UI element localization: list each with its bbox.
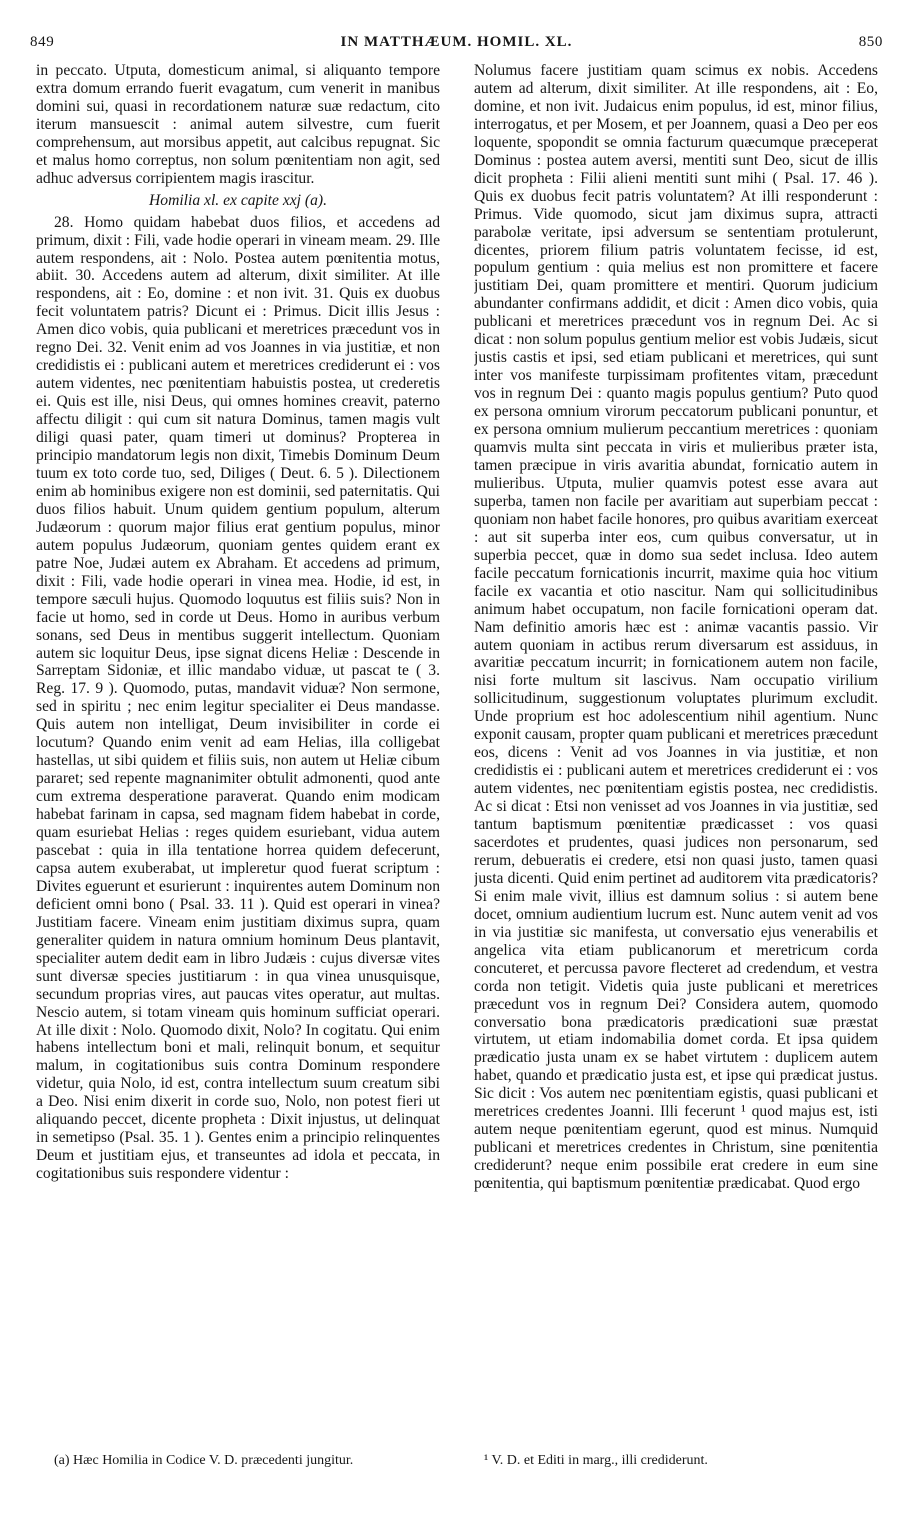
footnote-right: ¹ V. D. et Editi in marg., illi crediderunt. [484, 1453, 708, 1468]
footnote-left: (a) Hæc Homilia in Codice V. D. præcedenti jungitur. [54, 1453, 354, 1468]
homily-heading: Homilia xl. ex capite xxj (a). [149, 191, 327, 209]
column-divider [456, 60, 457, 1450]
running-header [30, 34, 883, 60]
right-text-column [474, 62, 878, 1446]
page-number-right: 850 [858, 34, 883, 50]
running-title: IN MATTHÆUM. HOMIL. XL. [340, 34, 573, 50]
left-text-column [36, 62, 440, 1446]
paragraph-homily-text: 28. Homo quidam habebat duos filios, et accedens ad primum, dixit : Fili, vade hodie operari in vineam meam. 29. Ille autem respondens, ait : Nolo. Postea autem pœnitentia motus, abiit. 30. Accedens autem ad alterum, dixit similiter. At ille respondens, ait : Eo, domine : et non ivit. 31. Quis ex duobus fecit voluntatem patris? Dicunt ei : Primus. Dicit illis Jesus : Amen dico vobis, quia publicani et meretrices præcedunt vos in regno Dei. 32. Venit enim ad vos Joannes in via justitiæ, et non credidistis ei : publicani autem et meretrices crediderunt ei : vos autem videntes, nec pœnitentiam habuistis postea, ut crederetis ei. Quis est ille, nisi Deus, qui omnes homines creavit, paterno affectu diligit : qui cum sit natura Dominus, tamen magis vult diligi quasi pater, quam timeri ut dominus? Propterea in principio mandatorum legis non dixit, Timebis Dominum Deum tuum ex toto corde tuo, sed, Diliges ( Deut. 6. 5 ). Dilectionem enim ab hominibus exigere non est dominii, sed paternitatis. Qui duos filios habuit. Unum quidem gentium populum, alterum Judæorum : quorum major filius erat gentium populus, minor autem populus Judæorum, quoniam gentes quidem erant ex patre Noe, Judæi autem ex Abraham. Et accedens ad primum, dixit : Fili, vade hodie operari in vinea mea. Hodie, id est, in tempore sæculi hujus. Quomodo loquutus est filiis suis? Non in facie ut homo, sed in corde ut Deus. Homo in auribus verbum sonans, sed Deus in mentibus suggerit intellectum. Quoniam autem sic loquitur Deus, ipse signat dicens Heliæ : Descende in Sarreptam Sidoniæ, et illic mandabo viduæ, ut pascat te ( 3. Reg. 17. 9 ). Quomodo, putas, mandavit viduæ? Non sermone, sed in spiritu ; nec enim legitur specialiter ei Deus mandasse. Quis autem non intelligat, Deum invisibiliter in corde ei locutum? Quando enim venit ad eam Helias, illa colligebat hastellas, ut sibi quidem et filiis suis, non autem ut Heliæ cibum pararet; sed repente magnanimiter obtulit admonenti, quod ante cum extrema desperatione paraverat. Quando enim modicam habebat farinam in capsa, sed magnam fidem habebat in corde, quam esuriebat Helias : reges quidem esuriebant, vidua autem pascebat : quia in illa tentatione horrea quidem defecerunt, capsa autem exuberabat, ut impleretur quod fuerat scriptum : Divites eguerunt et esurierunt : inquirentes autem Dominum non deficient omni bono ( Psal. 33. 11 ). Quid est operari in vinea? Justitiam facere. Vineam enim justitiam diximus supra, quam generaliter quidem in natura omnium hominum Deus plantavit, specialiter autem dedit eam in libro Judæis : cujus diversæ vites sunt diversæ species justitiarum : in qua vinea unusquisque, secundum proprias vires, aut paucas vites operatur, aut multas. Nescio autem, si totam vineam quis hominum sufficiat operari. At ille dixit : Nolo. Quomodo dixit, Nolo? In cogitatu. Qui enim habens intellectum boni et mali, relinquit bonum, et sequitur malum, in cogitationibus suis contra Dominum respondere videtur, quia Nolo, id est, contra intellectum suum creatum sibi a Deo. Nisi enim dixerit in corde suo, Nolo, non potest fieri ut aliquando peccet, dicente propheta : Dixit injustus, ut delinquat in semetipso (Psal. 35. 1 ). Gentes enim a principio relinquentes Deum et justitiam ejus, et transeuntes ad idola et peccata, in cogitationibus suis respondere videntur : [36, 213, 440, 1183]
paragraph-continuation: in peccato. Utputa, domesticum animal, si aliquanto tempore extra domum errando fuerit evagatum, cum venerit in manibus domini sui, quasi in recordationem naturæ suæ redactum, cito iterum mansuescit : animal autem silvestre, cum fuerit comprehensum, aut morsibus appetit, aut calcibus repugnat. Sic et malus homo correptus, non solum pœnitentiam non agit, sed adhuc adversus corripientem magis irascitur. [36, 62, 440, 187]
paragraph-right-text: Nolumus facere justitiam quam scimus ex nobis. Accedens autem ad alterum, dixit similiter. At ille respondens, ait : Eo, domine, et non ivit. Judaicus enim populus, id est, minor filius, interrogatus, et per Mosem, et per Joannem, quasi a Deo per eos loquente, spopondit se omnia facturum quæcumque præceperat Dominus : postea autem aversi, mentiti sunt Deo, sicut de illis dicit propheta : Filii alieni mentiti sunt mihi ( Psal. 17. 46 ). Quis ex duobus fecit patris voluntatem? At illi responderunt : Primus. Vide quomodo, sicut jam diximus supra, attracti parabolæ veritate, ipsi adversum se sententiam protulerunt, dicentes, priorem filium patris voluntatem fecisse, id est, populum gentium : quia melius est non promittere et facere justitiam Dei, quam promittere et mentiri. Quorum judicium abundanter confirmans addidit, et dicit : Amen dico vobis, quia publicani et meretrices præcedunt vos in regnum Dei. Ac si dicat : non solum populus gentium melior est vobis Judæis, sicut justis castis et ipsi, sed etiam publicani et meretrices, qui sunt inter vos manifeste turpissimam profitentes vitam, præcedunt vos in regnum Dei : quanto magis populus gentium? Puto quod ex persona omnium virorum peccatorum publicani ponuntur, et ex persona omnium mulierum peccantium meretrices : quoniam quamvis multa sint peccata in viris et mulieribus præter ista, tamen præcipue in viris avaritia abundat, fornicatio autem in mulieribus. Utputa, mulier quamvis potest esse avara aut superba, tamen non facile per avaritiam aut superbiam peccat : quoniam non habet facile honores, pro quibus avaritiam exerceat : aut sit superba inter eos, cum quibus conversatur, ut in superbia peccet, quæ in domo sua sedet inclusa. Ideo autem facile peccatum fornicationis incurrit, maxime quia hoc vitium facile ex vacantia et otio nascitur. Nam qui sollicitudinibus animum habet occupatum, non facile fornicationi operam dat. Nam definitio amoris hæc est : animæ vacantis passio. Vir autem quoniam in actibus rerum diversarum est assiduus, in avaritiæ peccatum incurrit; in fornicationem autem non facile, nisi forte multum sit lascivus. Nam occupatio virilium sollicitudinum, suggestionum voluptates plurimum excludit. Unde proprium est hoc adolescentium nihil agentium. Nunc exponit causam, propter quam publicani et meretrices præcedunt eos, dicens : Venit ad vos Joannes in via justitiæ, et non credidistis ei : publicani autem et meretrices crediderunt ei : vos autem videntes, nec pœnitentiam egistis postea, nec credidistis. Ac si dicat : Etsi non venisset ad vos Joannes in via justitiæ, sed tantum baptismum pœnitentiæ prædicasset : vos quasi sacerdotes et prudentes, quasi judices non personarum, sed rerum, debueratis ei credere, etsi non quasi justo, tamen quasi justa dicenti. Quid enim pertinet ad auditorem vita prædicatoris? Si enim male vivit, illius est damnum solius : si autem bene docet, omnium audientium lucrum est. Nunc autem venit ad vos in via justitiæ sic manifesta, ut conversatio ejus venerabilis et angelica vita etiam publicanorum et meretricum corda concuteret, et percussa pavore flecteret ad credendum, et vestra corda non tetigit. Videtis quia juste publicani et meretrices præcedunt vos in regnum Dei? Considera autem, quomodo conversatio bona prædicatoris prædicationi suæ præstat virtutem, ut etiam indomabilia domet corda. Et ipsa quidem prædicatio justa unam ex se habet virtutem : duplicem autem habet, quando et prædicatio justa est, et ipse qui prædicat justus. Sic dicit : Vos autem nec pœnitentiam egistis, quasi publicani et meretrices credentes Joanni. Illi fecerunt ¹ quod majus est, isti autem neque pœnitentiam egerunt, quod est minus. Numquid publicani et meretrices credentes in Christum, sine pœnitentia crediderunt? neque enim possibile erat credere in eum sine pœnitentia, qui baptismum pœnitentiæ prædicabat. Quod ergo [474, 62, 878, 1193]
page-number-left: 849 [30, 34, 55, 50]
